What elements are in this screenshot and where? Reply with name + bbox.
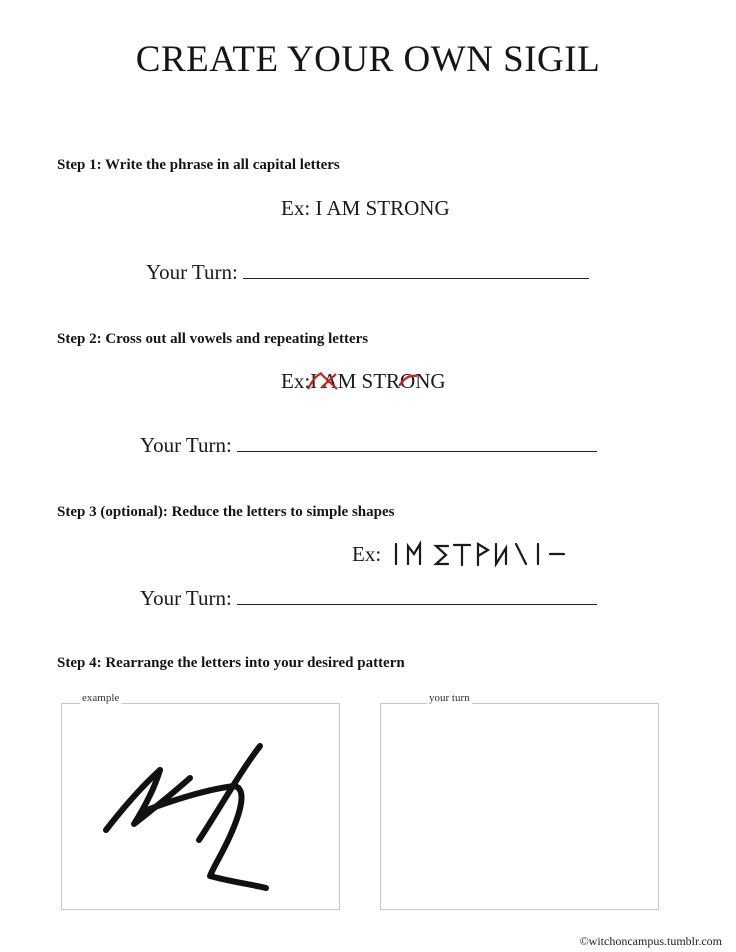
step-2-example-prefix: Ex: (281, 369, 311, 393)
red-strike-mark (398, 369, 418, 393)
step-4-label: Step 4: Rearrange the letters into your desired pattern (57, 655, 405, 671)
step-1-turn-label: Your Turn: (146, 260, 238, 284)
step-2-your-turn (140, 433, 597, 458)
step-1-label: Step 1: Write the phrase in all capital letters (57, 157, 340, 173)
struck-letter-a: A (322, 369, 337, 394)
example-box (61, 703, 340, 910)
step-1-example-text: I AM STRONG (315, 196, 450, 220)
simple-shapes-glyphs (390, 540, 590, 570)
your-turn-box-label: your turn (429, 692, 470, 704)
step-3-answer-line[interactable] (237, 586, 597, 605)
example-sigil-drawing (62, 704, 339, 909)
step-3-turn-label: Your Turn: (140, 586, 232, 610)
red-strike-mark (319, 369, 339, 393)
credit-text: ©witchoncampus.tumblr.com (579, 934, 722, 948)
your-turn-box[interactable] (380, 703, 659, 910)
example-box-label: example (82, 692, 120, 704)
step-2-turn-label: Your Turn: (140, 433, 232, 457)
step-1-your-turn (146, 260, 589, 285)
step-1-example-prefix: Ex: (281, 196, 311, 220)
step-2-label: Step 2: Cross out all vowels and repeating letters (57, 331, 369, 347)
struck-letter-i: I (310, 369, 317, 394)
step-2-answer-line[interactable] (237, 433, 597, 452)
step-1-answer-line[interactable] (243, 260, 589, 279)
step-1-example (281, 196, 450, 221)
struck-letter-o: O (400, 369, 415, 394)
step-3-your-turn (140, 586, 597, 611)
page-title: CREATE YOUR OWN SIGIL (135, 39, 601, 80)
step-3-label: Step 3 (optional): Reduce the letters to simple shapes (57, 504, 395, 520)
step-3-example-prefix: Ex: (352, 542, 382, 566)
step-2-example: Ex:I A M STRO NG (281, 369, 446, 393)
